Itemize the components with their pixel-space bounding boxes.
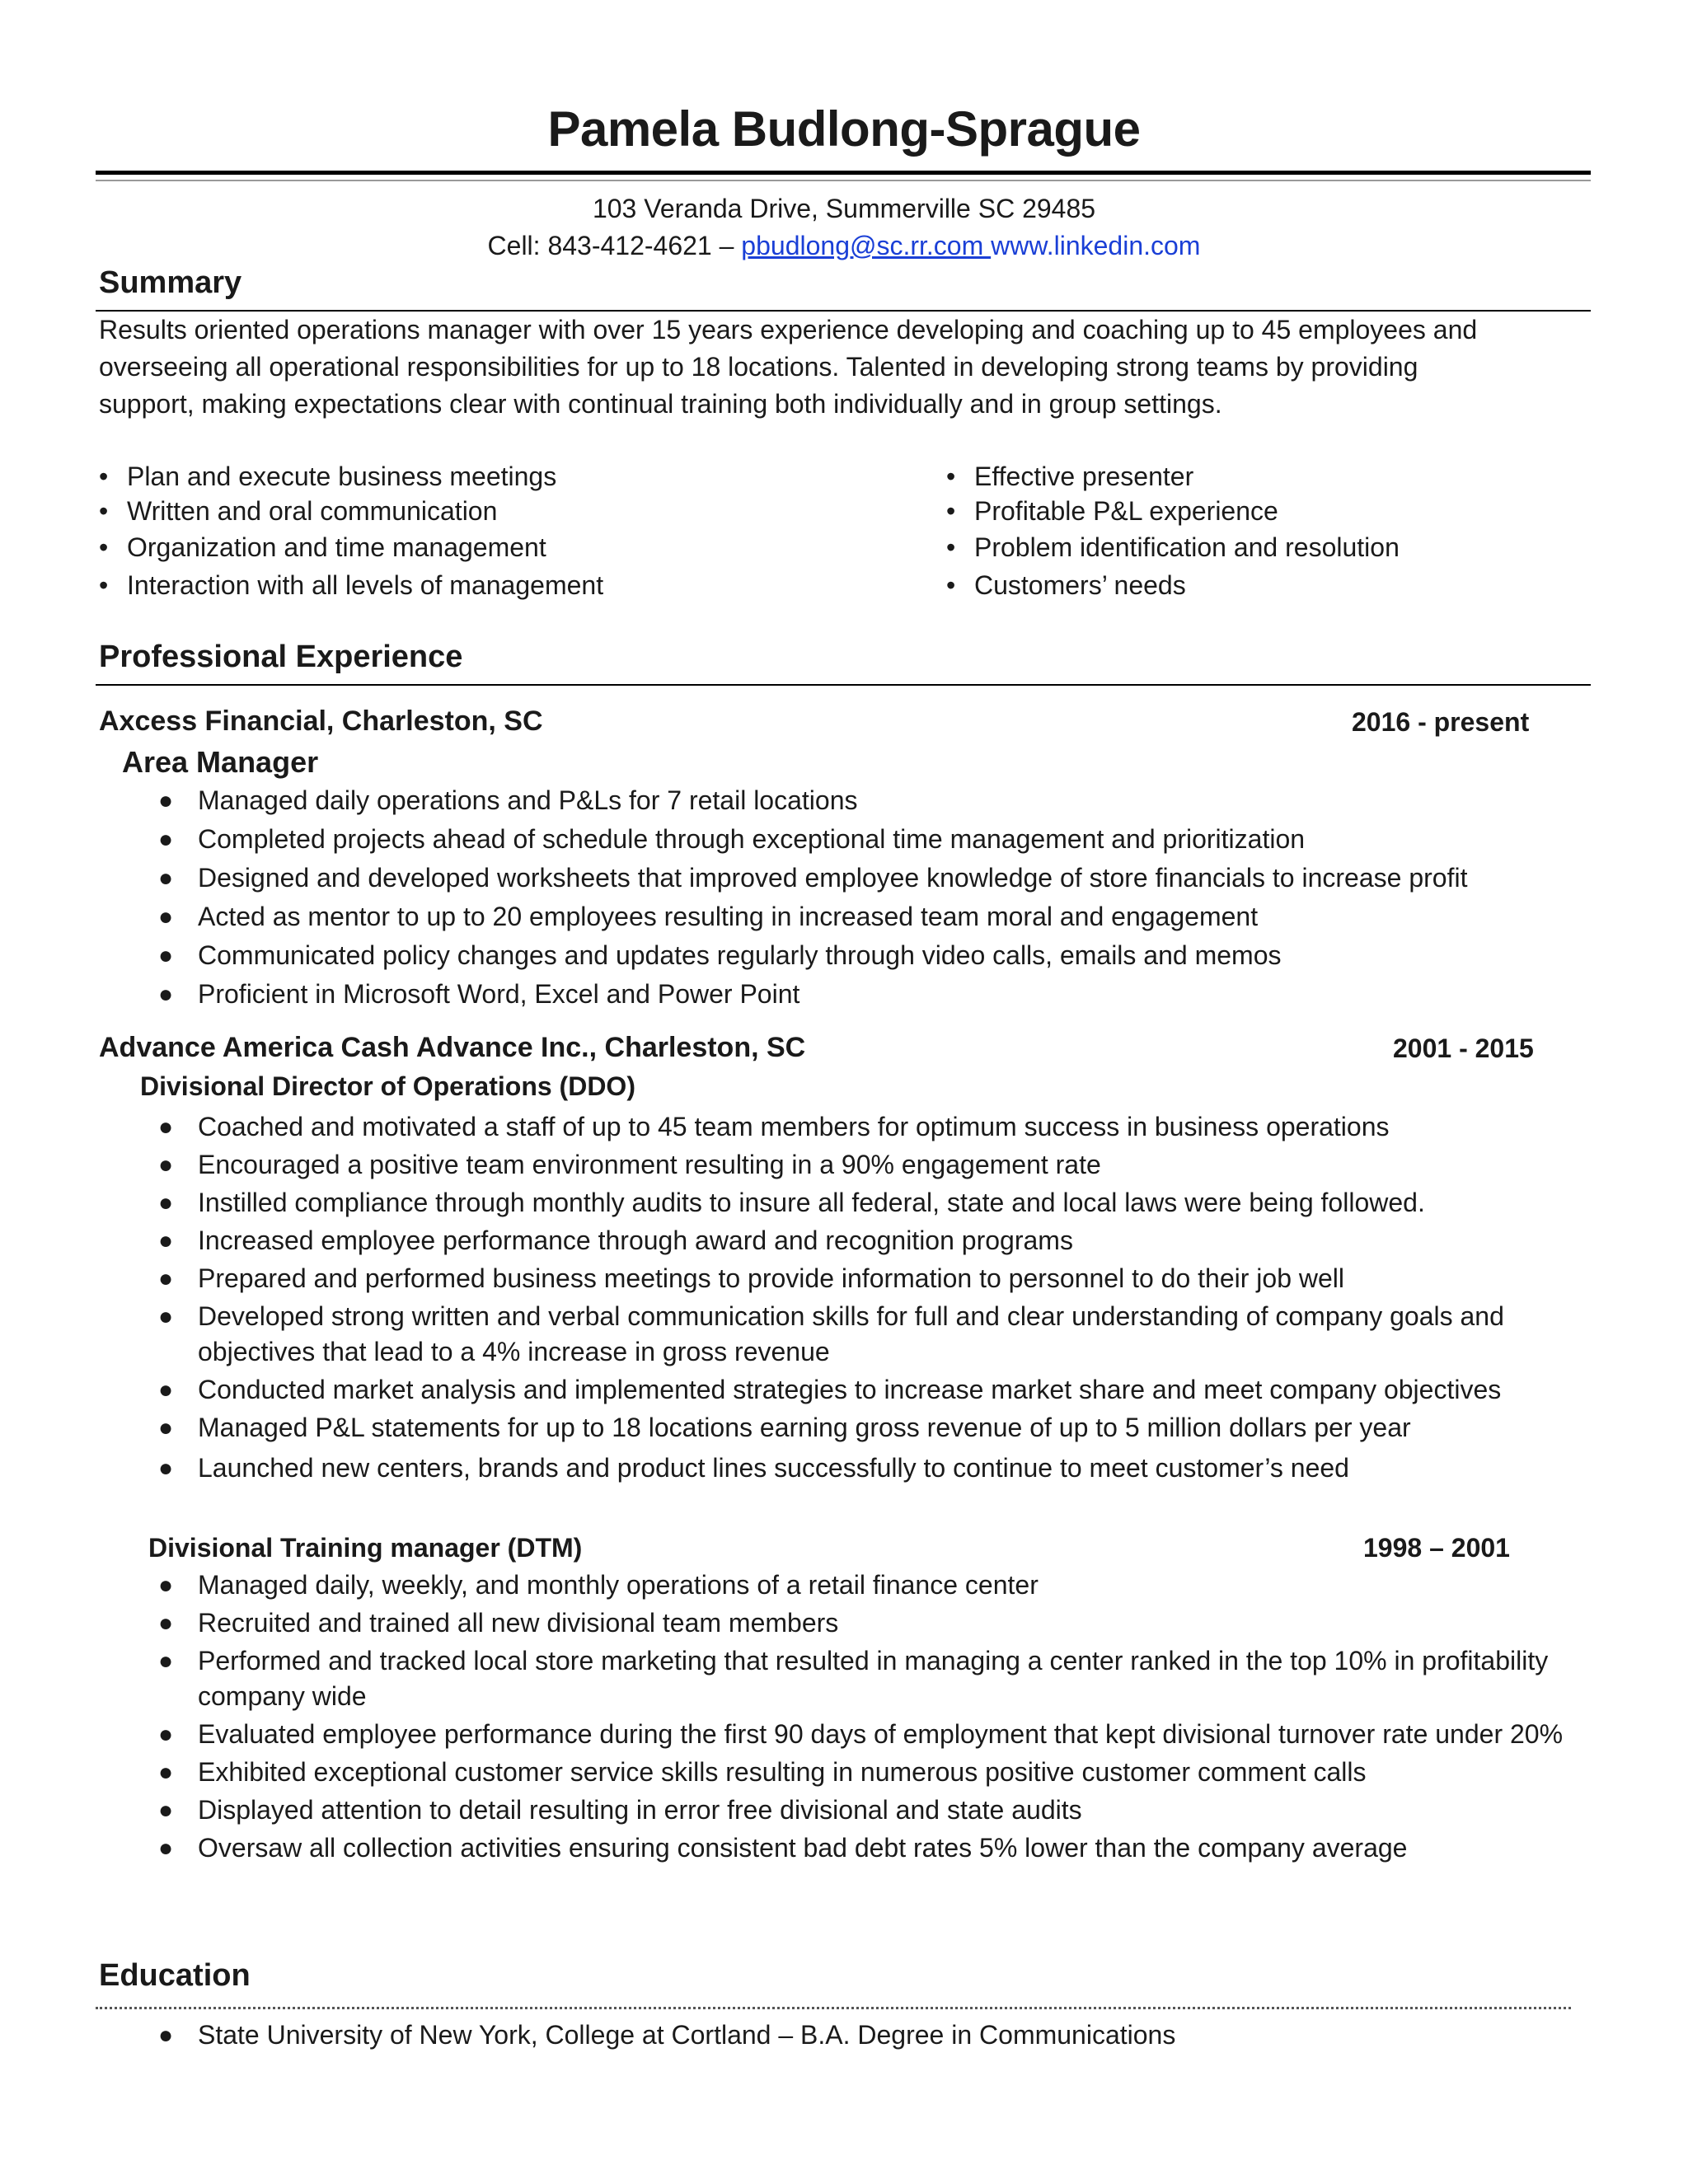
list-item: ● Designed and developed worksheets that improved employee knowledge of store financials to increase profit	[158, 863, 1468, 893]
job-title: Divisional Training manager (DTM)	[148, 1533, 583, 1563]
summary-heading: Summary	[99, 265, 242, 300]
list-item: ● Launched new centers, brands and product lines successfully to continue to meet customer’s need	[158, 1453, 1349, 1483]
education-list	[158, 2018, 1591, 2053]
summary-line: Results oriented operations manager with over 15 years experience developing and coaching up to 45 employees and	[99, 315, 1478, 344]
list-item: ● Proficient in Microsoft Word, Excel and Power Point	[158, 979, 800, 1009]
job-title: Divisional Director of Operations (DDO)	[140, 1071, 635, 1101]
list-item: ● Managed P&L statements for up to 18 locations earning gross revenue of up to 5 million dollars per year	[158, 1413, 1411, 1442]
job-dates: 2016 - present	[1352, 707, 1530, 737]
job-title: Area Manager	[122, 745, 319, 779]
address: 103 Veranda Drive, Summerville SC 29485	[592, 194, 1096, 223]
cell-phone: Cell: 843-412-4621 –	[487, 231, 742, 260]
list-item: ● Acted as mentor to up to 20 employees resulting in increased team moral and engagement	[158, 902, 1259, 931]
skill-item: • Organization and time management	[99, 532, 546, 562]
list-item: ● Recruited and trained all new divisional team members	[158, 1608, 839, 1638]
skill-item: • Effective presenter	[946, 462, 1194, 491]
list-item: ● State University of New York, College at Cortland – B.A. Degree in Communications	[158, 2020, 1176, 2050]
list-item: ● Completed projects ahead of schedule through exceptional time management and prioritization	[158, 824, 1306, 854]
list-item: ● Increased employee performance through award and recognition programs	[158, 1226, 1073, 1255]
list-item: ● Exhibited exceptional customer service skills resulting in numerous positive customer comment calls	[158, 1757, 1367, 1787]
list-item: ● Oversaw all collection activities ensuring consistent bad debt rates 5% lower than the company average	[158, 1833, 1408, 1863]
list-item: ● Developed strong written and verbal communication skills for full and clear understanding of company goals and objectives that lead to a 4% increase in gross revenue	[158, 1301, 1504, 1366]
skill-item: • Problem identification and resolution	[946, 532, 1400, 562]
job-dates: 1998 – 2001	[1363, 1533, 1510, 1563]
summary-text	[99, 312, 1591, 423]
list-item: ● Managed daily, weekly, and monthly operations of a retail finance center	[158, 1570, 1039, 1600]
linkedin-link[interactable]: www.linkedin.com	[991, 231, 1201, 260]
education-rule	[96, 2007, 1571, 2009]
company-name: Advance America Cash Advance Inc., Charleston, SC	[99, 1032, 806, 1063]
list-item: ● Managed daily operations and P&Ls for 7 retail locations	[158, 785, 858, 815]
list-item: ● Conducted market analysis and implemented strategies to increase market share and meet company objectives	[158, 1375, 1502, 1404]
skill-item: • Written and oral communication	[99, 496, 498, 526]
list-item: ● Displayed attention to detail resulting in error free divisional and state audits	[158, 1795, 1082, 1825]
skill-item: • Interaction with all levels of management	[99, 570, 604, 600]
company-name: Axcess Financial, Charleston, SC	[99, 705, 543, 737]
experience-heading: Professional Experience	[99, 640, 463, 674]
job-bullets	[158, 1109, 1591, 1486]
job-dates: 2001 - 2015	[1393, 1033, 1534, 1063]
summary-line: overseeing all operational responsibilities for up to 18 locations. Talented in developing strong teams by providing	[99, 352, 1418, 382]
skill-item: • Profitable P&L experience	[946, 496, 1278, 526]
skill-item: • Customers’ needs	[946, 570, 1186, 600]
list-item: ● Prepared and performed business meetings to provide information to personnel to do their job well	[158, 1263, 1345, 1293]
list-item: ● Evaluated employee performance during the first 90 days of employment that kept divisional turnover rate under 20%	[158, 1719, 1564, 1749]
job-bullets	[158, 1568, 1591, 1866]
contact-line	[0, 231, 1688, 261]
list-item: ● Performed and tracked local store marketing that resulted in managing a center ranked in the top 10% in profitability company wide	[158, 1646, 1549, 1711]
skill-item: • Plan and execute business meetings	[99, 462, 557, 491]
list-item: ● Communicated policy changes and updates regularly through video calls, emails and memos	[158, 940, 1282, 970]
experience-rule	[96, 684, 1591, 686]
summary-line: support, making expectations clear with continual training both individually and in group settings.	[99, 389, 1222, 419]
education-heading: Education	[99, 1958, 251, 1993]
list-item: ● Instilled compliance through monthly audits to insure all federal, state and local laws were being followed.	[158, 1188, 1425, 1217]
list-item: ● Coached and motivated a staff of up to 45 team members for optimum success in business operations	[158, 1112, 1390, 1141]
header-rule-thick	[96, 171, 1591, 175]
job-bullets	[158, 783, 1591, 1012]
list-item: ● Encouraged a positive team environment resulting in a 90% engagement rate	[158, 1150, 1101, 1179]
header-rule-thin	[96, 180, 1591, 181]
email-link[interactable]: pbudlong@sc.rr.com	[741, 231, 992, 260]
candidate-name: Pamela Budlong-Sprague	[547, 101, 1141, 157]
